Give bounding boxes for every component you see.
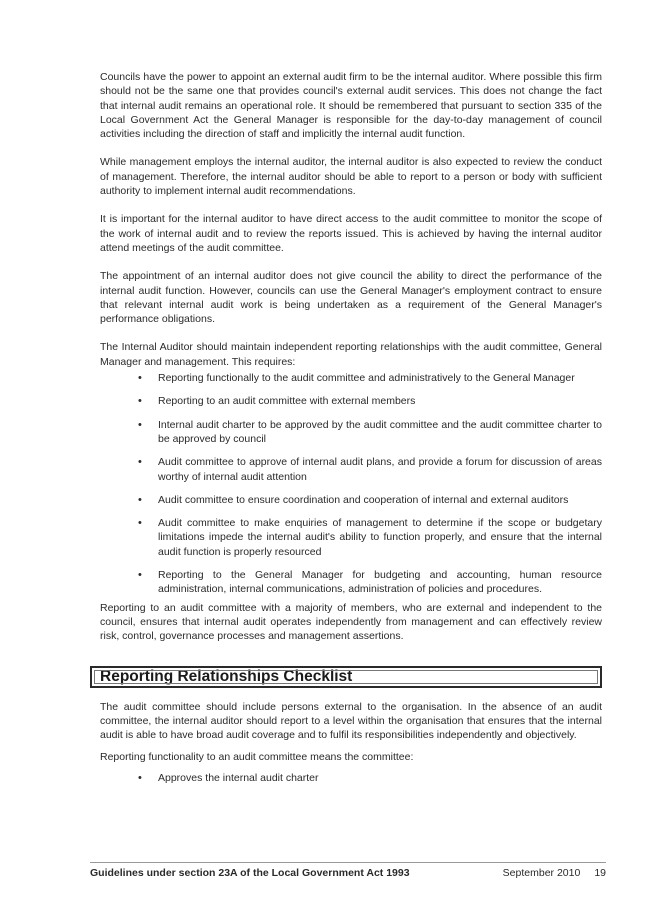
- footer-title: Guidelines under section 23A of the Local Government Act 1993: [90, 867, 410, 879]
- paragraph-independent-reporting: The Internal Auditor should maintain independent reporting relationships with the audit committee, General Manager and management. This requires:: [100, 341, 602, 368]
- list-item: • Reporting to the General Manager for budgeting and accounting, human resource administration, internal communications, administration of policies and procedures.: [138, 569, 602, 596]
- paragraph-committee-external: The audit committee should include persons external to the organisation. In the absence of an audit committee, the internal auditor should report to a level within the organisation that ensures that the internal audit is able to have broad audit coverage and to fulfil its responsibilities independently and objectively.: [100, 700, 602, 742]
- bullet-icon: •: [138, 493, 142, 506]
- list-item: • Audit committee to approve of internal audit plans, and provide a forum for discussion of areas worthy of internal audit attention: [138, 456, 602, 483]
- list-item: • Audit committee to ensure coordination and cooperation of internal and external auditors: [138, 493, 569, 506]
- page-footer: [90, 862, 606, 879]
- paragraph-majority-external: Reporting to an audit committee with a majority of members, who are external and independent to the council, ensures that internal audit operates independently from management and can effectively review risk, control, governance processes and management assertions.: [100, 601, 602, 643]
- page-body: [100, 70, 602, 785]
- list-item: • Reporting functionally to the audit committee and administratively to the General Manager: [138, 372, 575, 385]
- list-item: • Audit committee to make enquiries of management to determine if the scope or budgetary limitations impede the internal audit's ability to function properly, and ensure that the internal audit function is properly resourced: [138, 517, 602, 558]
- list-item: • Internal audit charter to be approved by the audit committee and the audit committee charter to be approved by council: [138, 418, 602, 445]
- bullet-icon: •: [138, 395, 142, 408]
- bullet-icon: •: [138, 517, 142, 530]
- paragraph-management-review: While management employs the internal auditor, the internal auditor is also expected to review the conduct of management. Therefore, the internal auditor should be able to report to a person or body with sufficient authority to implement internal audit recommendations.: [100, 156, 602, 198]
- paragraph-reporting-functionality: Reporting functionality to an audit committee means the committee:: [100, 751, 414, 764]
- requirements-list: [100, 371, 602, 597]
- bullet-icon: •: [138, 456, 142, 469]
- bullet-icon: •: [138, 372, 142, 385]
- bullet-icon: •: [138, 418, 142, 431]
- paragraph-appointment-direction: The appointment of an internal auditor does not give council the ability to direct the performance of the internal audit function. However, councils can use the General Manager's employment contract to ensure that relevant internal audit work is being undertaken as a requirement of the General Manager's performance obligations.: [100, 270, 602, 326]
- list-item: • Reporting to an audit committee with external members: [138, 395, 416, 408]
- committee-list: [100, 771, 602, 785]
- bullet-icon: •: [138, 569, 142, 582]
- bullet-icon: •: [138, 771, 142, 784]
- section-heading: Reporting Relationships Checklist: [90, 666, 602, 688]
- page-number: 19: [594, 867, 606, 879]
- footer-date: September 2010: [502, 867, 581, 879]
- list-item: • Approves the internal audit charter: [138, 771, 319, 784]
- paragraph-direct-access: It is important for the internal auditor to have direct access to the audit committee to monitor the scope of the work of internal audit and to review the reports issued. This is achieved by having the internal auditor attend meetings of the audit committee.: [100, 213, 602, 254]
- paragraph-appointment-external-firm: Councils have the power to appoint an external audit firm to be the internal auditor. Where possible this firm should not be the same one that provides council's external audit services. This does not change the fact that internal audit remains an operational role. It should be remembered that pursuant to section 335 of the Local Government Act the General Manager is responsible for the day-to-day management of council activities including the direction of staff and implicitly the internal audit function.: [100, 71, 602, 141]
